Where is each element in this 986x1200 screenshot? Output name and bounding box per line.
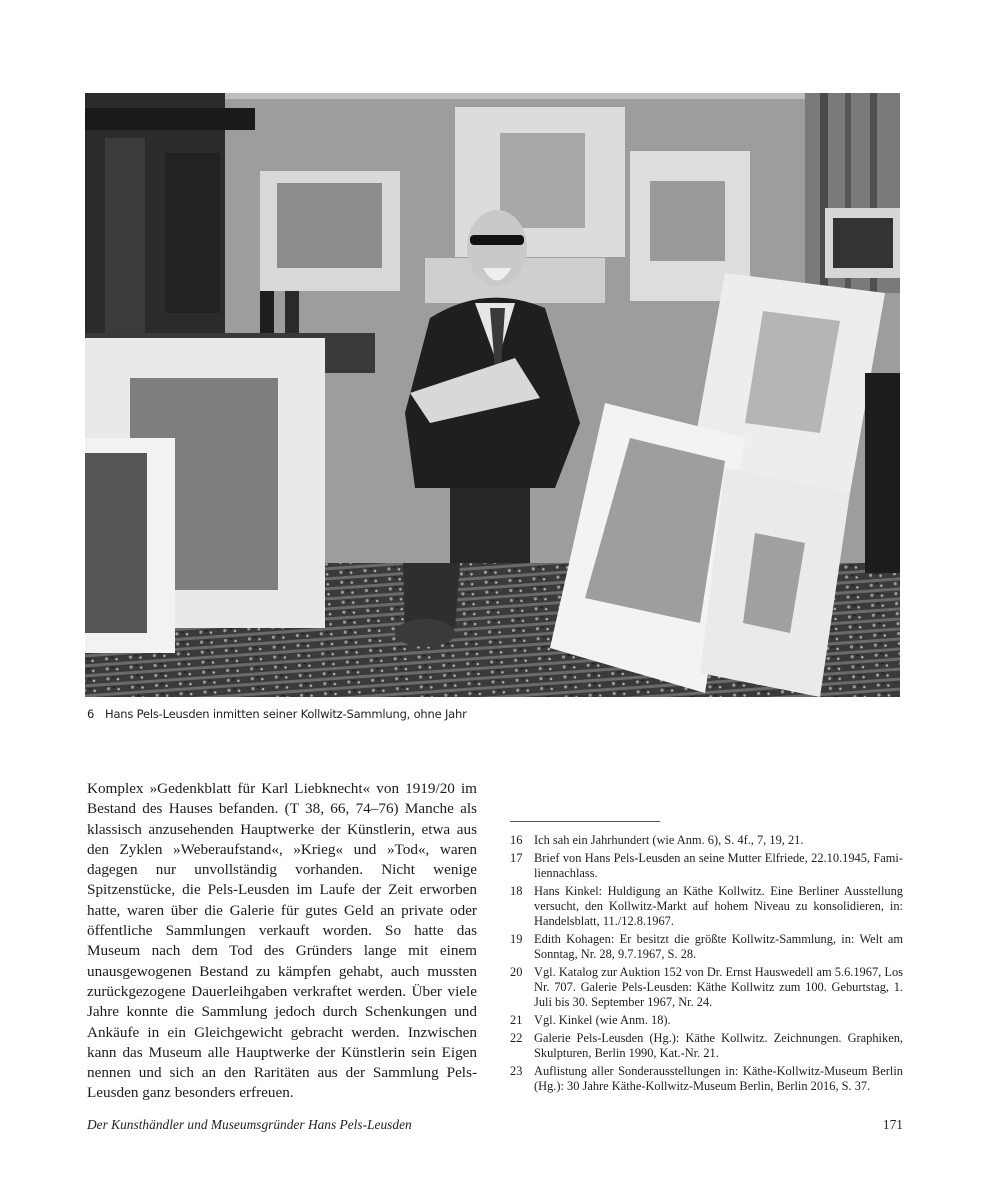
footnote	[510, 851, 903, 881]
footnote	[510, 965, 903, 1011]
footnotes	[510, 833, 903, 1097]
footnote	[510, 932, 903, 962]
figure-caption-text: Hans Pels-Leusden inmitten seiner Kollwitz-Sammlung, ohne Jahr	[105, 707, 467, 721]
footnote-number: 17	[510, 850, 523, 865]
page-number: 171	[882, 1117, 903, 1132]
figure-caption	[87, 707, 887, 721]
footnote-text: Ich sah ein Jahrhundert (wie Anm. 6), S. 4f., 7, 19, 21.	[534, 833, 804, 847]
footnote	[510, 884, 903, 930]
footnote-text: Brief von Hans Pels-Leusden an seine Mutter Elfriede, 22.10.1945, Familiennachlass.	[534, 850, 903, 880]
footnote-number: 16	[510, 833, 523, 847]
footnote	[510, 1064, 903, 1094]
footnote-text: Vgl. Katalog zur Auktion 152 von Dr. Ernst Hauswedell am 5.6.1967, Los Nr. 707. Galerie Pels-Leusden: Käthe Kollwitz zum 100. Geburtstag, 1. Juli bis 30. September 1967, Nr. 24.	[534, 965, 903, 1010]
footnote-text: Auflistung aller Sonderausstellungen in: Käthe-Kollwitz-Museum Berlin (Hg.): 30 Jahre Käthe-Kollwitz-Museum Berlin, Berlin 2016, S. 37.	[534, 1064, 903, 1094]
body-paragraph: Komplex »Gedenkblatt für Karl Liebknecht« von 1919/20 im Bestand des Hauses befanden. (T 38, 66, 74–76) Manche als klassisch anzusehenden Hauptwerke der Künstlerin, etwa aus den Zyklen »Weberaufstand«, »Krieg« und »Tod«, waren dagegen nur unvollständig vorhanden. Nicht wenige Spitzenstücke, die Pels-Leusden im Laufe der Zeit erworben hatte, waren über die Galerie für gutes Geld an private oder öffentliche Sammlungen verkauft worden. So hatte das Museum nach dem Tod des Gründers lange mit einem unausgewogenen Bestand zu kämpfen gehabt, auch mussten zurückgezogene Dauerleihgaben verkraftet werden. Über viele Jahre konnte die Sammlung jedoch durch Schenkungen und Ankäufe in ein Gleichgewicht gebracht werden. Inzwischen kann das Museum alle Hauptwerke der Künstlerin sein Eigen nennen und sich an den Raritäten aus der Sammlung Pels-Leusden ganz besonders erfreuen.	[87, 780, 477, 1102]
footnote-number: 22	[510, 1031, 523, 1045]
footnote-separator	[510, 821, 660, 822]
running-title: Der Kunsthändler und Museumsgründer Hans Pels-Leusden	[87, 1117, 412, 1132]
footnote-text: Galerie Pels-Leusden (Hg.): Käthe Kollwitz. Zeichnungen. Graphiken, Skulpturen, Berlin 1990, Kat.-Nr. 21.	[534, 1031, 903, 1061]
figure-number: 6	[87, 707, 95, 721]
footnote-text: Edith Kohagen: Er besitzt die größte Kollwitz-Sammlung, in: Welt am Sonntag, Nr. 28, 9.7.1967, S. 28.	[534, 932, 903, 962]
footnote-number: 21	[510, 1013, 523, 1028]
footnote	[510, 1031, 903, 1061]
footnote	[510, 1013, 903, 1028]
body-text-column	[87, 779, 477, 1104]
photo-illustration	[85, 93, 900, 697]
footnote-text: Hans Kinkel: Huldigung an Käthe Kollwitz. Eine Berliner Ausstellung versucht, den Kollwitz-Markt auf hohem Niveau zu konsolidieren, in: Handelsblatt, 11./12.8.1967.	[534, 883, 903, 929]
figure-photograph	[85, 93, 900, 697]
footnote	[510, 833, 903, 848]
footnote-number: 19	[510, 932, 523, 946]
footnote-number: 23	[510, 1064, 523, 1078]
footnote-text: Vgl. Kinkel (wie Anm. 18).	[534, 1013, 671, 1028]
footnote-number: 18	[510, 883, 523, 898]
footnote-number: 20	[510, 965, 523, 979]
